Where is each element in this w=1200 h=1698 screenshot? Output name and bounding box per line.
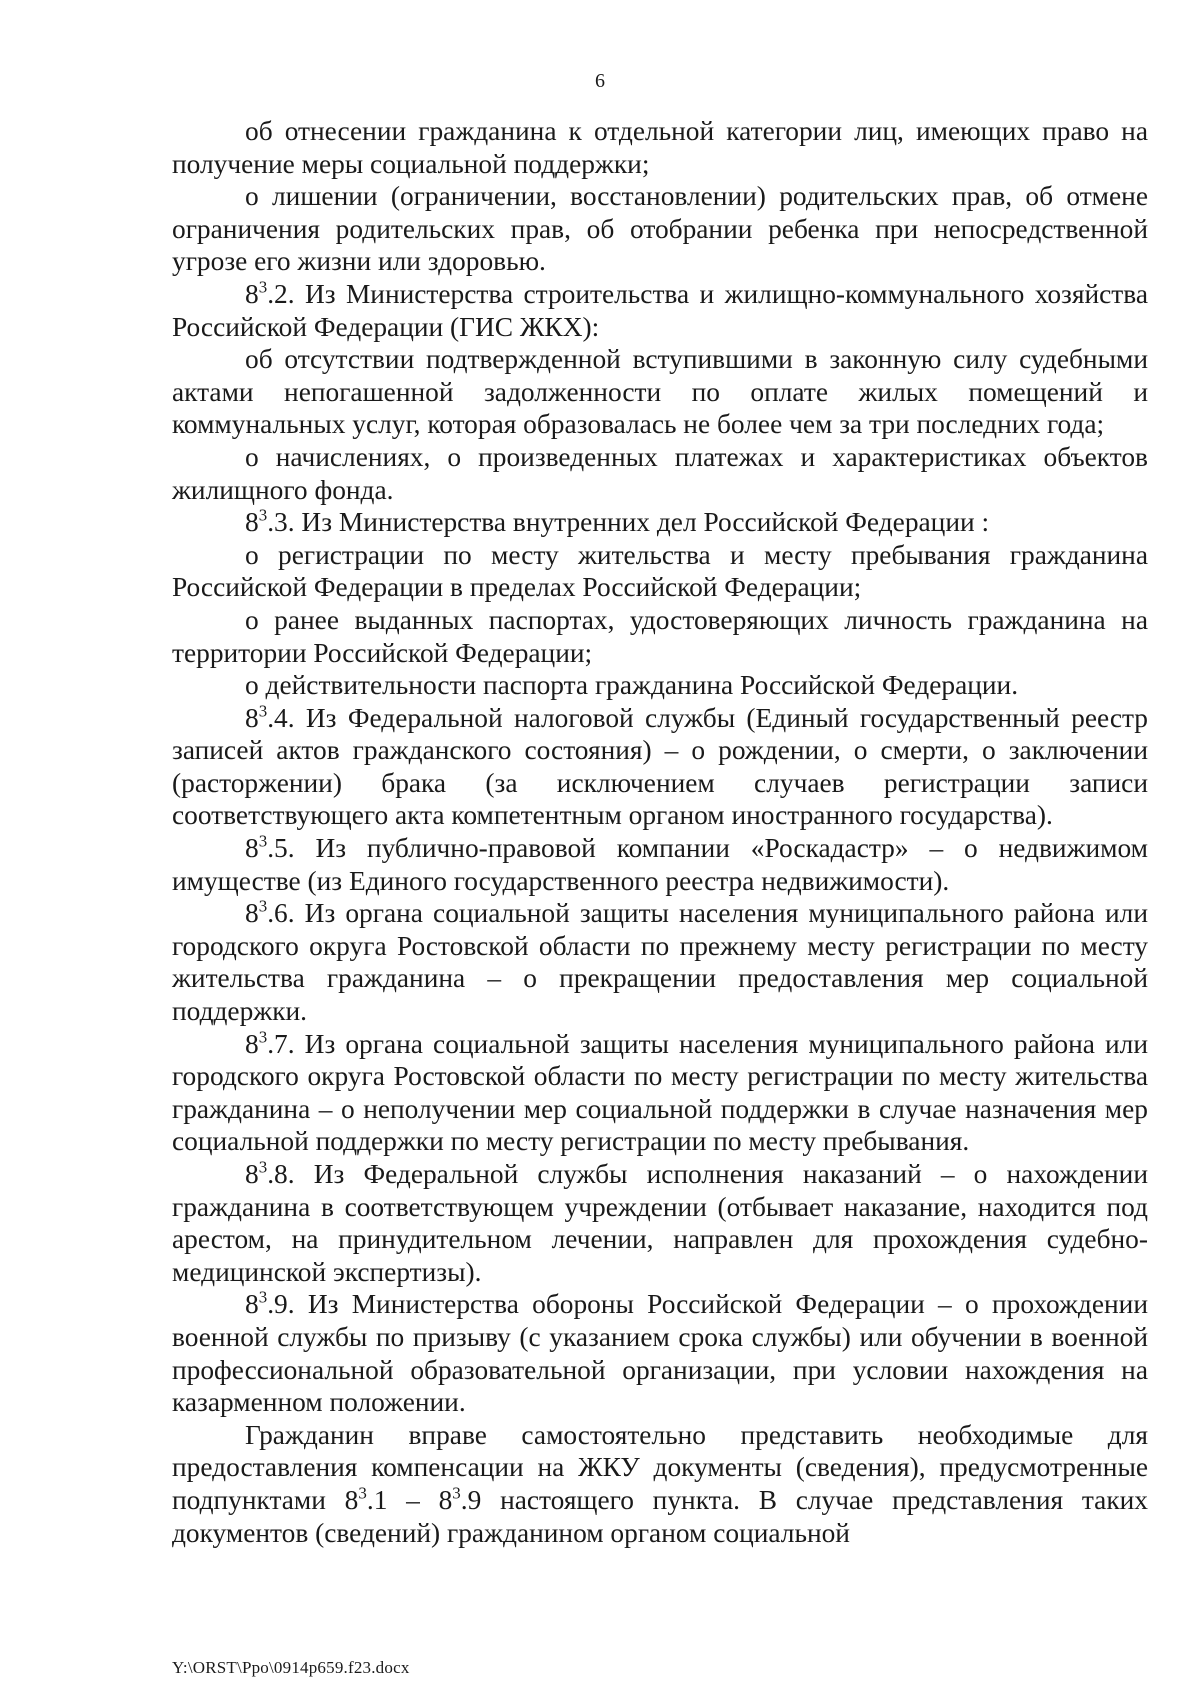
paragraph [172, 441, 1148, 506]
paragraph-text: Из Федеральной налоговой службы (Единый государственный реестр записей актов гражданского состояния) – о рождении, о смерти, о заключении (расторжении) брака (за исключением случаев регистрации записи соответствующего акта компетентным органом иностранного государства). [172, 702, 1148, 831]
superscript: 3 [258, 831, 268, 851]
item-number: $8^3.7$. [245, 1027, 295, 1059]
paragraph [172, 180, 1148, 278]
item-number: $8^3.4$. [245, 701, 295, 733]
superscript: 3 [258, 1157, 268, 1177]
paragraph-text: о регистрации по месту жительства и месту пребывания гражданина Российской Федерации в пределах Российской Федерации; [172, 539, 1148, 603]
paragraph [172, 669, 1148, 702]
paragraph [172, 539, 1148, 604]
paragraph [172, 1288, 1148, 1418]
item-number: $8^3.8$. [245, 1157, 295, 1189]
paragraph-text: Из органа социальной защиты населения муниципального района или городского округа Ростовской области по прежнему месту регистрации по месту жительства гражданина – о прекращении предоставления мер социальной поддержки. [172, 898, 1148, 1027]
paragraph [172, 897, 1148, 1027]
paragraph-text: об отнесении гражданина к отдельной категории лиц, имеющих право на получение меры социальной поддержки; [172, 116, 1148, 179]
paragraph [172, 832, 1148, 897]
paragraph [172, 1028, 1148, 1158]
paragraph-text: Из Министерства внутренних дел Российской Федерации : [294, 507, 990, 538]
document-body [172, 115, 1148, 1549]
paragraph-text: о лишении (ограничении, восстановлении) родительских прав, об отмене ограничения родительских прав, об отобрании ребенка при непосредственной угрозе его жизни или здоровью. [172, 181, 1148, 277]
item-number: $8^3.6$. [245, 896, 295, 929]
paragraph-last: Гражданин вправе самостоятельно представить необходимые для предоставления компенсации на ЖКУ документы (сведения), предусмотренные подпунктами $8^3.1 - 8^3.9$ настоящего пункта. В случае представления таких документов (сведений) гражданином органом социальной [172, 1419, 1148, 1548]
paragraph-text: о ранее выданных паспортах, удостоверяющих личность гражданина на территории Российской Федерации; [172, 604, 1148, 668]
paragraph-text: Из Министерства обороны Российской Федерации – о прохождении военной службы по призыву (с указанием срока службы) или обучении в военной профессиональной образовательной организации, при условии нахождения на казарменном положении. [172, 1289, 1148, 1418]
superscript: 3 [358, 1483, 367, 1503]
paragraph [172, 115, 1148, 180]
paragraph-text: об отсутствии подтвержденной вступившими в законную силу судебными актами непогашенной задолженности по оплате жилых помещений и коммунальных услуг, которая образовалась не более чем за три последних года; [172, 344, 1148, 440]
file-path-footer: Y:\ORST\Ppo\0914p659.f23.docx [172, 1658, 410, 1677]
superscript: 3 [258, 701, 268, 721]
item-number: $8^3.9$. [245, 1287, 295, 1320]
paragraph-text: Из Федеральной службы исполнения наказаний – о нахождении гражданина в соответствующем учреждении (отбывает наказание, находится под арестом, на принудительном лечении, направлен для прохождения судебно-медицинской экспертизы). [172, 1159, 1148, 1287]
item-number: $8^3.3$. [245, 505, 295, 538]
superscript: 3 [258, 1287, 268, 1307]
item-number: $8^3.2$. [245, 277, 295, 309]
page-number: 6 [595, 70, 605, 92]
paragraph [172, 1158, 1148, 1288]
superscript: 3 [452, 1483, 461, 1503]
paragraph [172, 506, 1148, 539]
paragraph [172, 604, 1148, 669]
paragraph [172, 278, 1148, 343]
paragraph-text: о действительности паспорта гражданина Российской Федерации. [245, 670, 1019, 701]
superscript: 3 [258, 277, 268, 297]
paragraph-text: о начислениях, о произведенных платежах и характеристиках объектов жилищного фонда. [172, 441, 1148, 505]
paragraph-text: Из органа социальной защиты населения муниципального района или городского округа Ростовской области по месту регистрации по месту жительства гражданина – о неполучении мер социальной поддержки в случае назначения мер социальной поддержки по месту регистрации по месту пребывания. [172, 1028, 1148, 1157]
paragraph [172, 343, 1148, 441]
superscript: 3 [258, 505, 268, 525]
paragraph-text: Из публично-правовой компании «Роскадастр» – о недвижимом имуществе (из Единого государственного реестра недвижимости). [172, 833, 1148, 896]
paragraph-text: Из Министерства строительства и жилищно-коммунального хозяйства Российской Федерации (ГИС ЖКХ): [172, 278, 1148, 342]
paragraph [172, 702, 1148, 832]
superscript: 3 [258, 896, 268, 916]
item-number: $8^3.5$. [245, 831, 295, 864]
superscript: 3 [258, 1027, 268, 1047]
